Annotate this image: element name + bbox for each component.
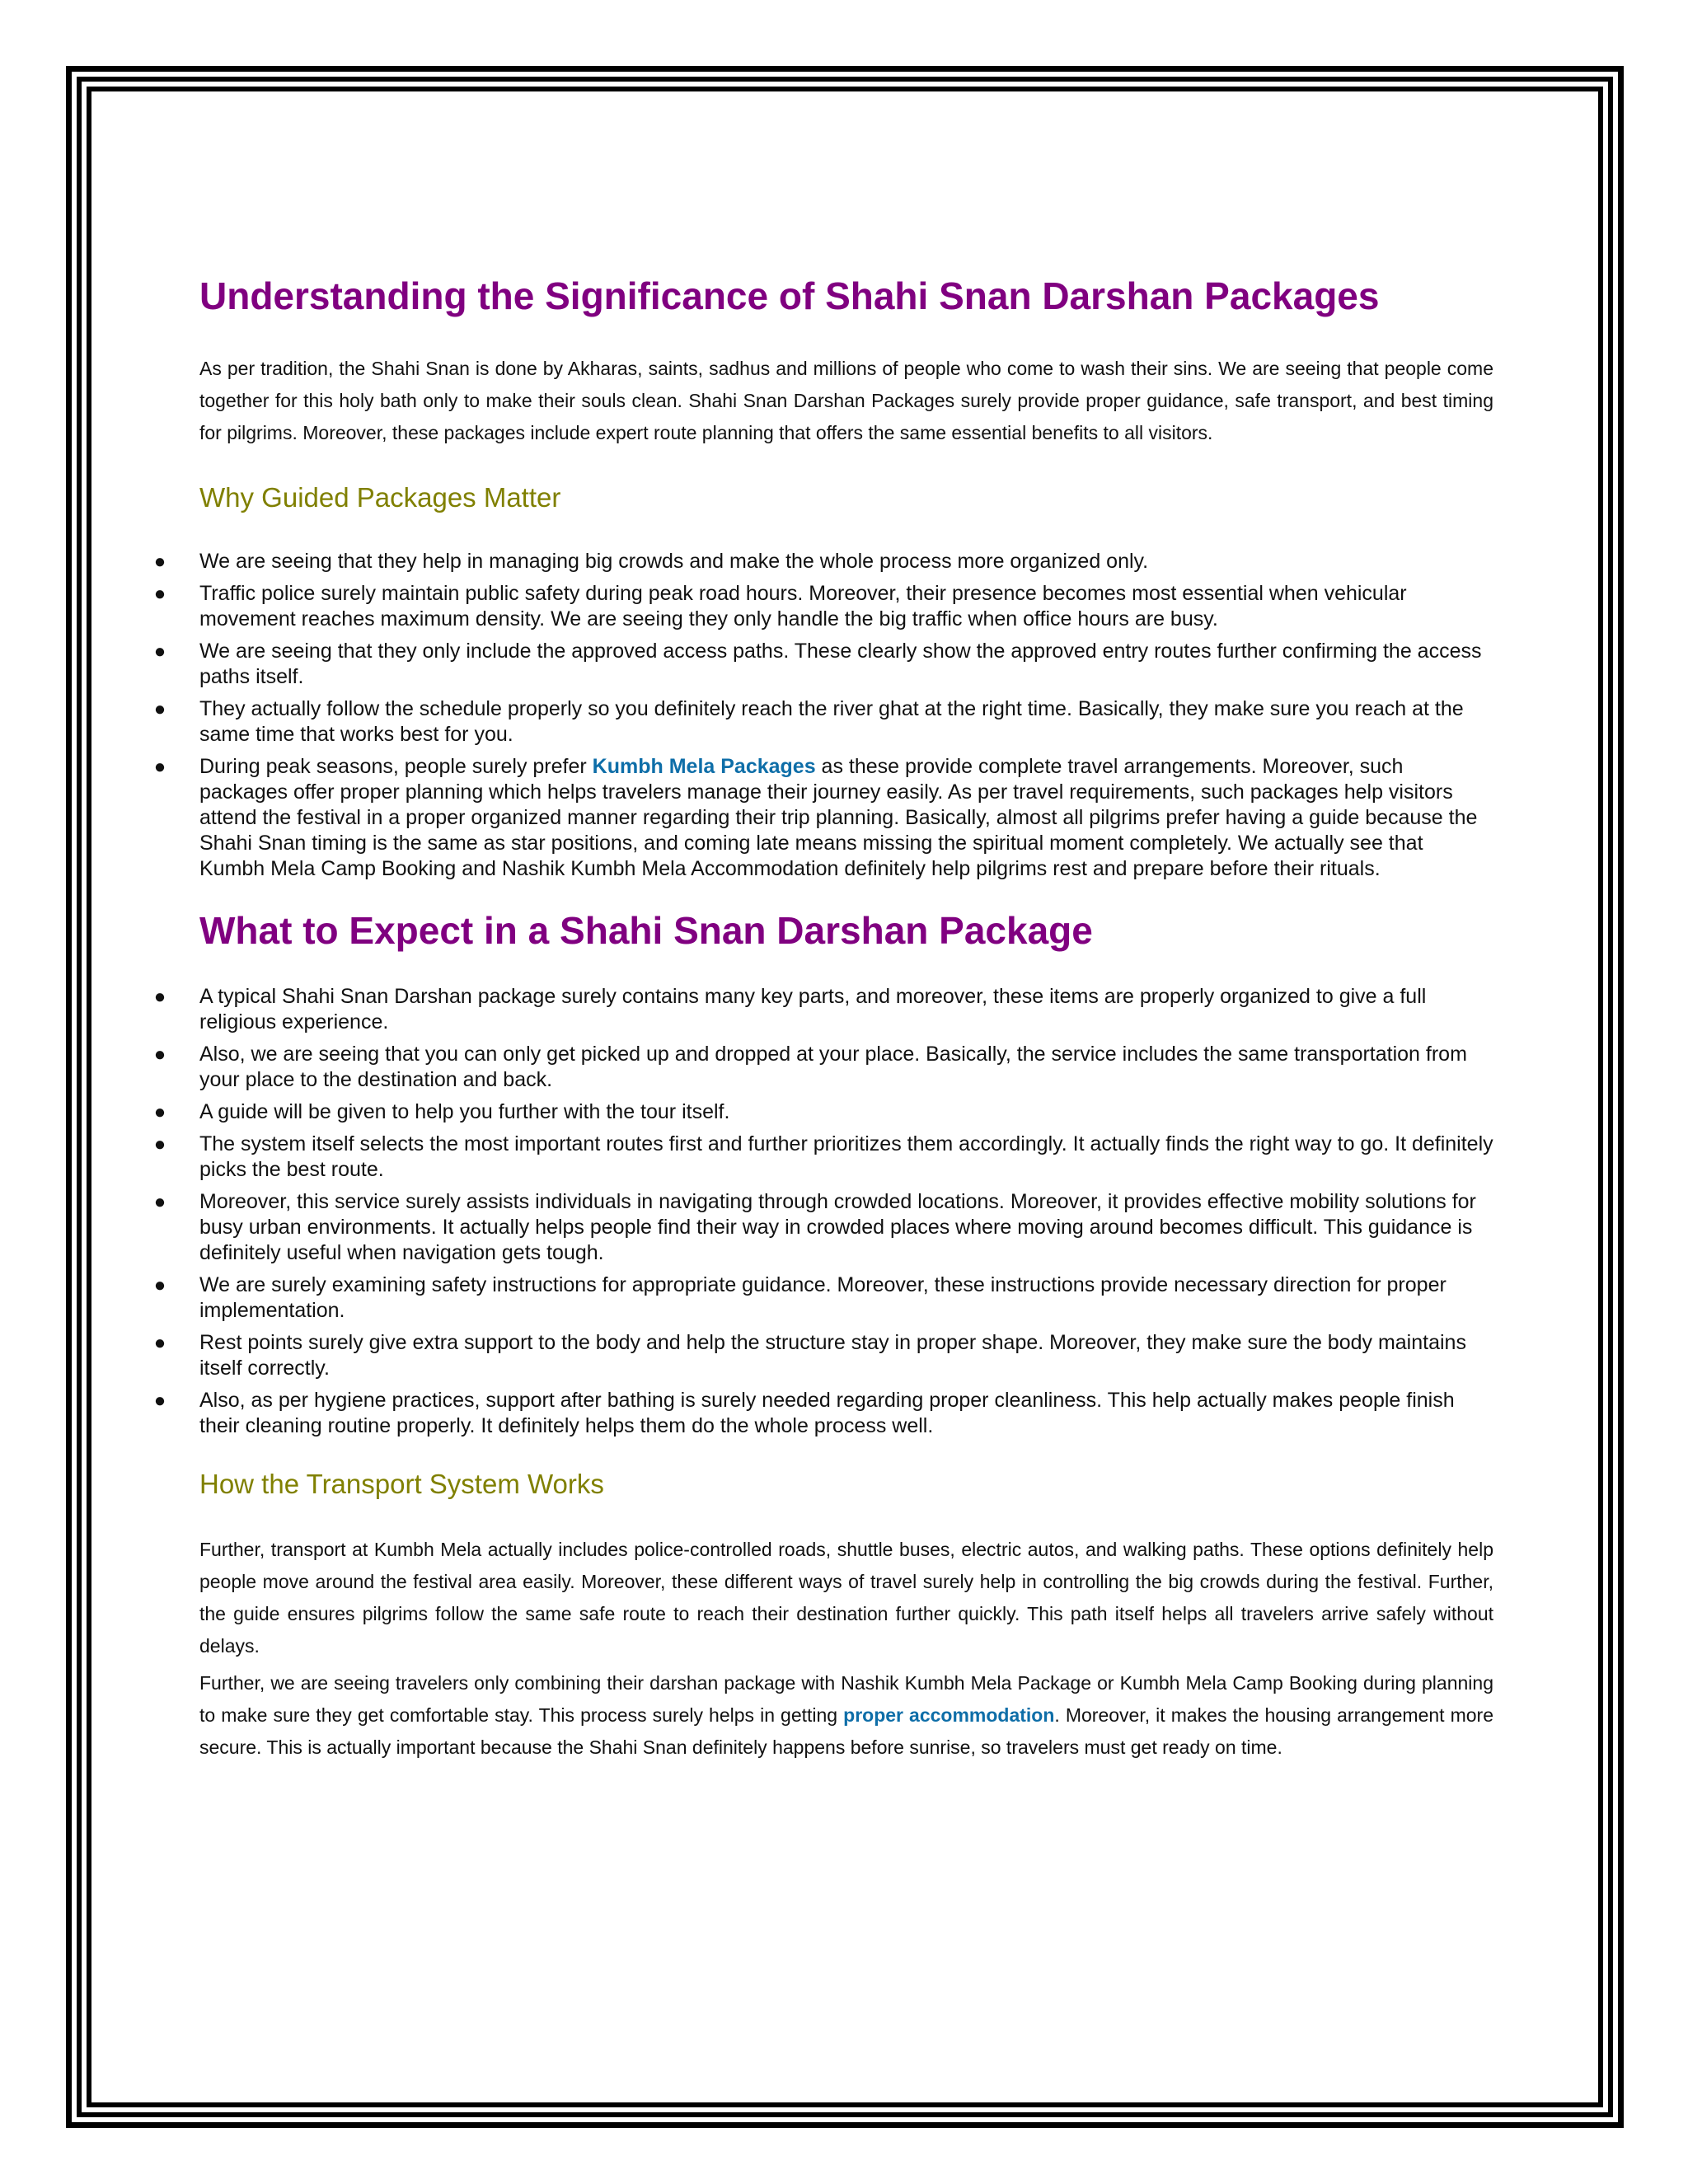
list-item: ● A typical Shahi Snan Darshan package surely contains many key parts, and moreover, these items are properly organized to give a full religious experience. (199, 984, 1493, 1035)
bullet-icon: ● (153, 986, 166, 1008)
bullet-icon: ● (153, 1274, 166, 1296)
bullet-icon: ● (153, 640, 166, 663)
bullet-icon: ● (153, 1133, 166, 1155)
bullet-icon: ● (153, 583, 166, 605)
paragraph-tradition: As per tradition, the Shahi Snan is done by Akharas, saints, sadhus and millions of people who come to wash their sins. We are seeing that people come together for this holy bath only to make their souls clean. Shahi Snan Darshan Packages surely provide proper guidance, safe transport, and best timing for pilgrims. Moreover, these packages include expert route planning that offers the same essential benefits to all visitors. (199, 358, 1493, 443)
bullet-icon: ● (153, 1390, 166, 1412)
guided-packages-list (153, 549, 1493, 882)
bullet-icon: ● (153, 1191, 166, 1213)
paragraph-accommodation: Further, we are seeing travelers only combining their darshan package with Nashik Kumbh Mela Package or Kumbh Mela Camp Booking during planning to make sure they get comfortable stay. This process surely helps in getting proper accommodation. Moreover, it makes the housing arrangement more secure. This is actually important because the Shahi Snan definitely happens before sunrise, so travelers must get ready on time. (199, 1672, 1493, 1758)
kumbh-mela-packages-link[interactable]: Kumbh Mela Packages (592, 755, 816, 778)
proper-accommodation-link[interactable]: proper accommodation (843, 1704, 1055, 1726)
bullet-icon: ● (153, 756, 166, 778)
list-item: ● Rest points surely give extra support to the body and help the structure stay in proper shape. Moreover, they make sure the body maintains itself correctly. (199, 1330, 1493, 1381)
bullet-icon: ● (153, 1101, 166, 1123)
subheading-guided-packages: Why Guided Packages Matter (199, 482, 561, 513)
list-item: ● A guide will be given to help you further with the tour itself. (199, 1099, 1493, 1125)
list-item: ● During peak seasons, people surely prefer Kumbh Mela Packages as these provide complete travel arrangements. Moreover, such packages offer proper planning which helps travelers manage their journey easily. As per travel requirements, such packages help visitors attend the festival in a proper organized manner regarding their trip planning. Basically, almost all pilgrims prefer having a guide because the Shahi Snan timing is the same as star positions, and coming late means missing the spiritual moment completely. We actually see that Kumbh Mela Camp Booking and Nashik Kumbh Mela Accommodation definitely help pilgrims rest and prepare before their rituals. (199, 754, 1493, 882)
heading-what-to-expect: What to Expect in a Shahi Snan Darshan Package (199, 909, 1093, 952)
list-item: ● Also, we are seeing that you can only get picked up and dropped at your place. Basically, the service includes the same transportation from your place to the destination and back. (199, 1042, 1493, 1093)
list-item: ● We are surely examining safety instructions for appropriate guidance. Moreover, these instructions provide necessary direction for proper implementation. (199, 1272, 1493, 1324)
subheading-transport-system: How the Transport System Works (199, 1469, 604, 1499)
paragraph-transport: Further, transport at Kumbh Mela actually includes police-controlled roads, shuttle buses, electric autos, and walking paths. These options definitely help people move around the festival area easily. Moreover, these different ways of travel surely help in controlling the big crowds during the festival. Further, the guide ensures pilgrims follow the same safe route to reach their destination further quickly. This path itself helps all travelers arrive safely without delays. (199, 1539, 1493, 1657)
list-item: ● Also, as per hygiene practices, support after bathing is surely needed regarding proper cleanliness. This help actually makes people finish their cleaning routine properly. It definitely helps them do the whole process well. (199, 1388, 1493, 1439)
bullet-icon: ● (153, 698, 166, 720)
bullet-icon: ● (153, 1043, 166, 1066)
list-item: ● They actually follow the schedule properly so you definitely reach the river ghat at the right time. Basically, they make sure you reach at the same time that works best for you. (199, 696, 1493, 748)
list-item: ● We are seeing that they only include the approved access paths. These clearly show the approved entry routes further confirming the access paths itself. (199, 639, 1493, 690)
list-item: ● Traffic police surely maintain public safety during peak road hours. Moreover, their presence becomes most essential when vehicular movement reaches maximum density. We are seeing they only handle the big traffic when office hours are busy. (199, 581, 1493, 632)
document-body (153, 272, 1493, 1764)
bullet-icon: ● (153, 551, 166, 573)
heading-significance: Understanding the Significance of Shahi Snan Darshan Packages (199, 274, 1380, 317)
list-item: ● We are seeing that they help in managing big crowds and make the whole process more organized only. (199, 549, 1493, 574)
list-item: ● The system itself selects the most important routes first and further prioritizes them accordingly. It actually finds the right way to go. It definitely picks the best route. (199, 1132, 1493, 1183)
bullet-icon: ● (153, 1332, 166, 1354)
expect-list (153, 984, 1493, 1439)
list-item: ● Moreover, this service surely assists individuals in navigating through crowded locations. Moreover, it provides effective mobility solutions for busy urban environments. It actually helps people find their way in crowded places where moving around becomes difficult. This guidance is definitely useful when navigation gets tough. (199, 1189, 1493, 1266)
